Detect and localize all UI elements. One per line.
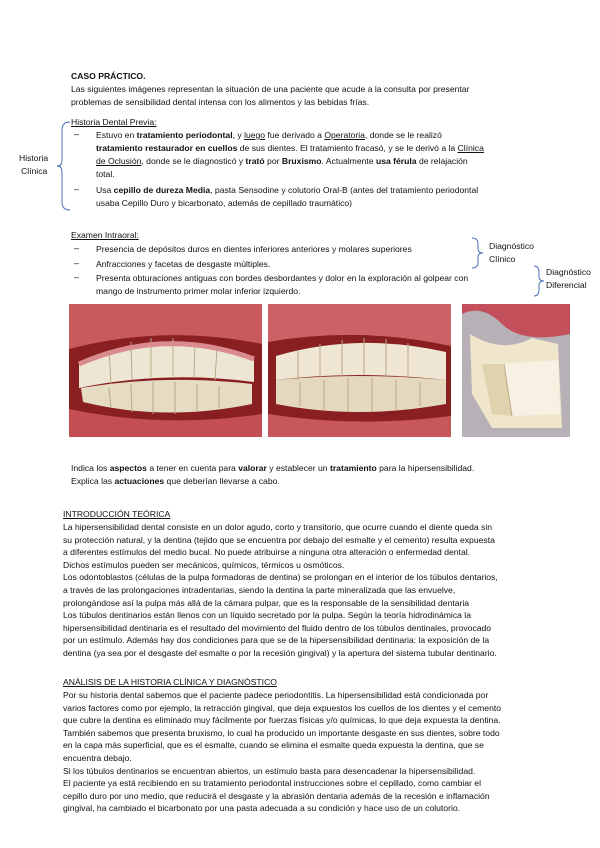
analysis-line: El paciente ya está recibiendo en su tratamiento periodontal instrucciones sobre el cepillado, como cambiar el [63,778,481,789]
analysis-line: Si los túbulos dentinarios se encuentran abiertos, un estímulo basta para desencadenar la hipersensibilidad. [63,765,476,776]
analysis-paragraph [63,689,545,815]
theory-line: Los túbulos dentinarios están llenos con un líquido secretado por la pulpa. Según la teoría hidrodinámica la [63,610,471,621]
theory-line: a diferentes estímulos del medio bucal. No puede atribuirse a ninguna otra alteración o enfermedad dental. [63,547,471,558]
analysis-line: varios factores como por ejemplo, la retracción gingival, que deja expuestos los cuellos de los dientes y el cemento [63,702,502,713]
case-intro-line: problemas de sensibilidad dental intensa con los alimentos y las bebidas frías. [71,97,370,107]
analysis-line: Por su historia dental sabemos que el paciente padece periodontitis. La hipersensibilidad está condicionada por [63,690,489,700]
exam-item: Presencia de depósitos duros en dientes inferiores anteriores y molares superiores [96,244,412,254]
diag-clinico-label: Diagnóstico [489,241,534,251]
exam-item: Anfracciones y facetas de desgaste múltiples. [96,259,271,269]
bullet-dash: – [74,272,80,282]
analysis-line: También sabemos que presenta bruxismo, lo cual ha producido un importante desgaste en sus dientes, sobre todo [63,727,500,738]
analysis-line: gingival, ha cambiado el bicarbonato por una pasta adecuada a su condición y hace uso de un colutorio. [63,803,461,814]
case-title: CASO PRÁCTICO. [71,71,146,81]
analysis-line: encuentra debajo. [63,752,132,763]
theory-line: hipersensibilidad dentinaria es el resultado del movimiento del fluido dentro de los túbulos dentinales, provocado [63,622,492,633]
theory-line: dentina (ya sea por el desgaste del esmalte o por la recesión gingival) y la apertura del sistema tubular dentinario. [63,647,497,658]
analysis-line: que cubre la dentina es eliminado muy fácilmente por fuerzas físicas y/o químicas, lo que deja expuesta la dentina. [63,715,501,726]
diag-diferencial-label: Diferencial [546,280,587,290]
history-item-1-line: tratamiento restaurador en cuellos de sus dientes. El tratamiento fracasó, y se le derivó a la Clínica [96,143,484,153]
diag-clinico-label: Clínico [489,254,516,264]
theory-line: por un estímulo. Además hay dos condiciones para que se de la hipersensibilidad dentinaria: la exposición de la [63,635,490,646]
case-intro-line: Las siguientes imágenes representan la situación de una paciente que acude a la consulta por presentar [71,84,470,94]
teeth-photo-closeup [462,304,570,437]
history-side-label: Clínica [21,166,48,176]
exam-item: mango de instrumento primer molar inferior izquierdo. [96,286,301,296]
history-item-1-line: Estuvo en tratamiento periodontal, y luego fue derivado a Operatoria, donde se le realizó [96,130,442,140]
theory-heading: INTRODUCCIÓN TEÓRICA [63,509,171,519]
bullet-dash: – [74,184,80,194]
theory-line: Los odontoblastos (células de la pulpa formadoras de dentina) se prolongan en el interior de los túbulos dentarios, [63,572,498,583]
history-brace [56,120,72,212]
bullet-dash: – [74,258,80,268]
analysis-heading: ANÁLISIS DE LA HISTORIA CLÍNICA Y DIAGNÓSTICO [63,677,277,687]
task-line: Indica los aspectos a tener en cuenta para valorar y establecer un tratamiento para la hipersensibilidad. [71,463,475,473]
teeth-photo-frontal [69,304,262,437]
exam-heading: Examen Intraoral: [71,230,139,240]
exam-item: Presenta obturaciones antiguas con bordes desbordantes y dolor en la exploración al golpear con [96,273,469,283]
diag-clinico-brace [470,236,486,270]
task-line: Explica las actuaciones que deberían llevarse a cabo. [71,476,280,486]
diag-diferencial-brace [532,264,546,298]
theory-line: su protección natural, y la dentina (tejido que se encuentra por debajo del esmalte y el cemento) resulta expuesta [63,534,495,545]
history-side-label: Historia [19,153,49,163]
history-item-1-line: total. [96,169,115,179]
theory-line: prolongándose así la pulpa más allá de la cámara pulpar, que es la responsable de la sensibilidad dentaria [63,597,470,608]
history-heading: Historia Dental Previa: [71,117,157,127]
theory-line: a través de las prolongaciones intradentarias, siendo la dentina la parte mineralizada que las envuelve, [63,584,456,595]
theory-line: La hipersensibilidad dental consiste en un dolor agudo, corto y transitorio, que ocurre cuando el diente queda sin [63,522,493,532]
analysis-line: en la capa más superficial, que es el esmalte, cuando se elimina el esmalte queda expuesta la dentina, que se [63,740,484,751]
theory-line: Dichos estímulos pueden ser mecánicos, químicos, térmicos u osmóticos. [63,559,345,570]
teeth-photo-lateral [268,304,451,437]
bullet-dash: – [74,129,80,139]
history-item-2-line: usaba Cepillo Duro y bicarbonato, además de cepillado traumático) [96,198,353,208]
bullet-dash: – [74,243,80,253]
theory-paragraph [63,521,545,660]
history-item-2-line: Usa cepillo de dureza Media, pasta Sensodine y colutorio Oral-B (antes del tratamiento periodontal [96,185,479,195]
analysis-line: cepillo duro por uno medio, que reducirá el desgaste y la abrasión dentaria además de la recesión e inflamación [63,790,490,801]
history-item-1-line: de Oclusión, donde se le diagnosticó y trató por Bruxismo. Actualmente usa férula de relajación [96,156,468,166]
diag-diferencial-label: Diagnóstico [546,267,591,277]
